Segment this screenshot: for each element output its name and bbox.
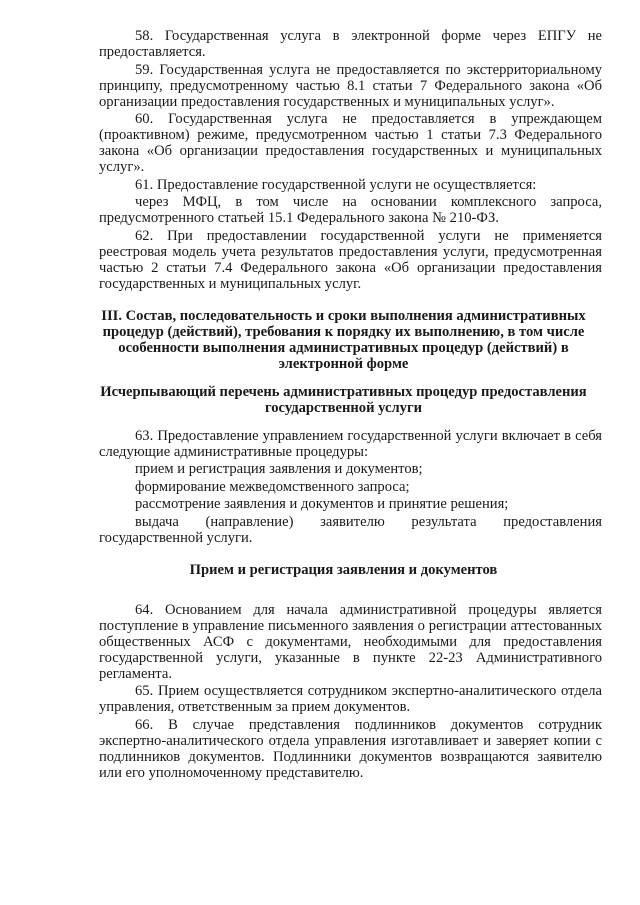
paragraph-60: 60. Государственная услуга не предоставляется в упреждающем (проактивном) режиме, предусмотренном частью 1 статьи 7.3 Федерального закона «Об организации предоставления государственных и муниципальных услуг». <box>99 111 602 175</box>
procedure-item: выдача (направление) заявителю результата предоставления государственной услуги. <box>99 513 602 546</box>
paragraph-61: 61. Предоставление государственной услуги не осуществляется: <box>135 176 537 193</box>
paragraph-61-item: через МФЦ, в том числе на основании комплексного запроса, предусмотренного статьей 15.1 Федерального закона № 210-ФЗ. <box>99 194 602 226</box>
paragraph-62: 62. При предоставлении государственной услуги не применяется реестровая модель учета результатов предоставления услуги, предусмотренная частью 2 статьи 7.4 Федерального закона «Об организации предоставления государственных и муниципальных услуг. <box>99 227 602 292</box>
procedure-item: прием и регистрация заявления и документов; <box>135 461 423 477</box>
procedure-item: рассмотрение заявления и документов и принятие решения; <box>135 496 509 512</box>
subheading-reception: Прием и регистрация заявления и документов <box>189 561 498 578</box>
section-heading: III. Состав, последовательность и сроки выполнения административных процедур (действий), требования к порядку их выполнению, в том числе особенности выполнения административных процедур (действий) в электронной форме <box>101 307 586 372</box>
paragraph-59: 59. Государственная услуга не предоставляется по экстерриториальному принципу, предусмотренному частью 8.1 статьи 7 Федерального закона «Об организации предоставления государственных и муниципальных услуг». <box>99 61 602 110</box>
subheading-procedures-list: Исчерпывающий перечень административных процедур предоставления государственной услуги <box>100 383 587 416</box>
paragraph-65: 65. Прием осуществляется сотрудником экспертно-аналитического отдела управления, ответственным за прием документов. <box>99 683 602 715</box>
paragraph-63: 63. Предоставление управлением государственной услуги включает в себя следующие административные процедуры: <box>99 427 602 460</box>
paragraph-66: 66. В случае представления подлинников документов сотрудник экспертно-аналитического отдела управления изготавливает и заверяет копии с подлинников документов. Подлинники документов возвращаются заявителю или его уполномоченному представителю. <box>99 716 602 781</box>
paragraph-64: 64. Основанием для начала административной процедуры является поступление в управление письменного заявления о регистрации аттестованных общественных АСФ с документами, необходимыми для предоставления государственной услуги, указанные в пункте 22-23 Административного регламента. <box>99 601 602 682</box>
procedure-item: формирование межведомственного запроса; <box>135 478 410 495</box>
paragraph-58: 58. Государственная услуга в электронной форме через ЕПГУ не предоставляется. <box>99 28 602 60</box>
